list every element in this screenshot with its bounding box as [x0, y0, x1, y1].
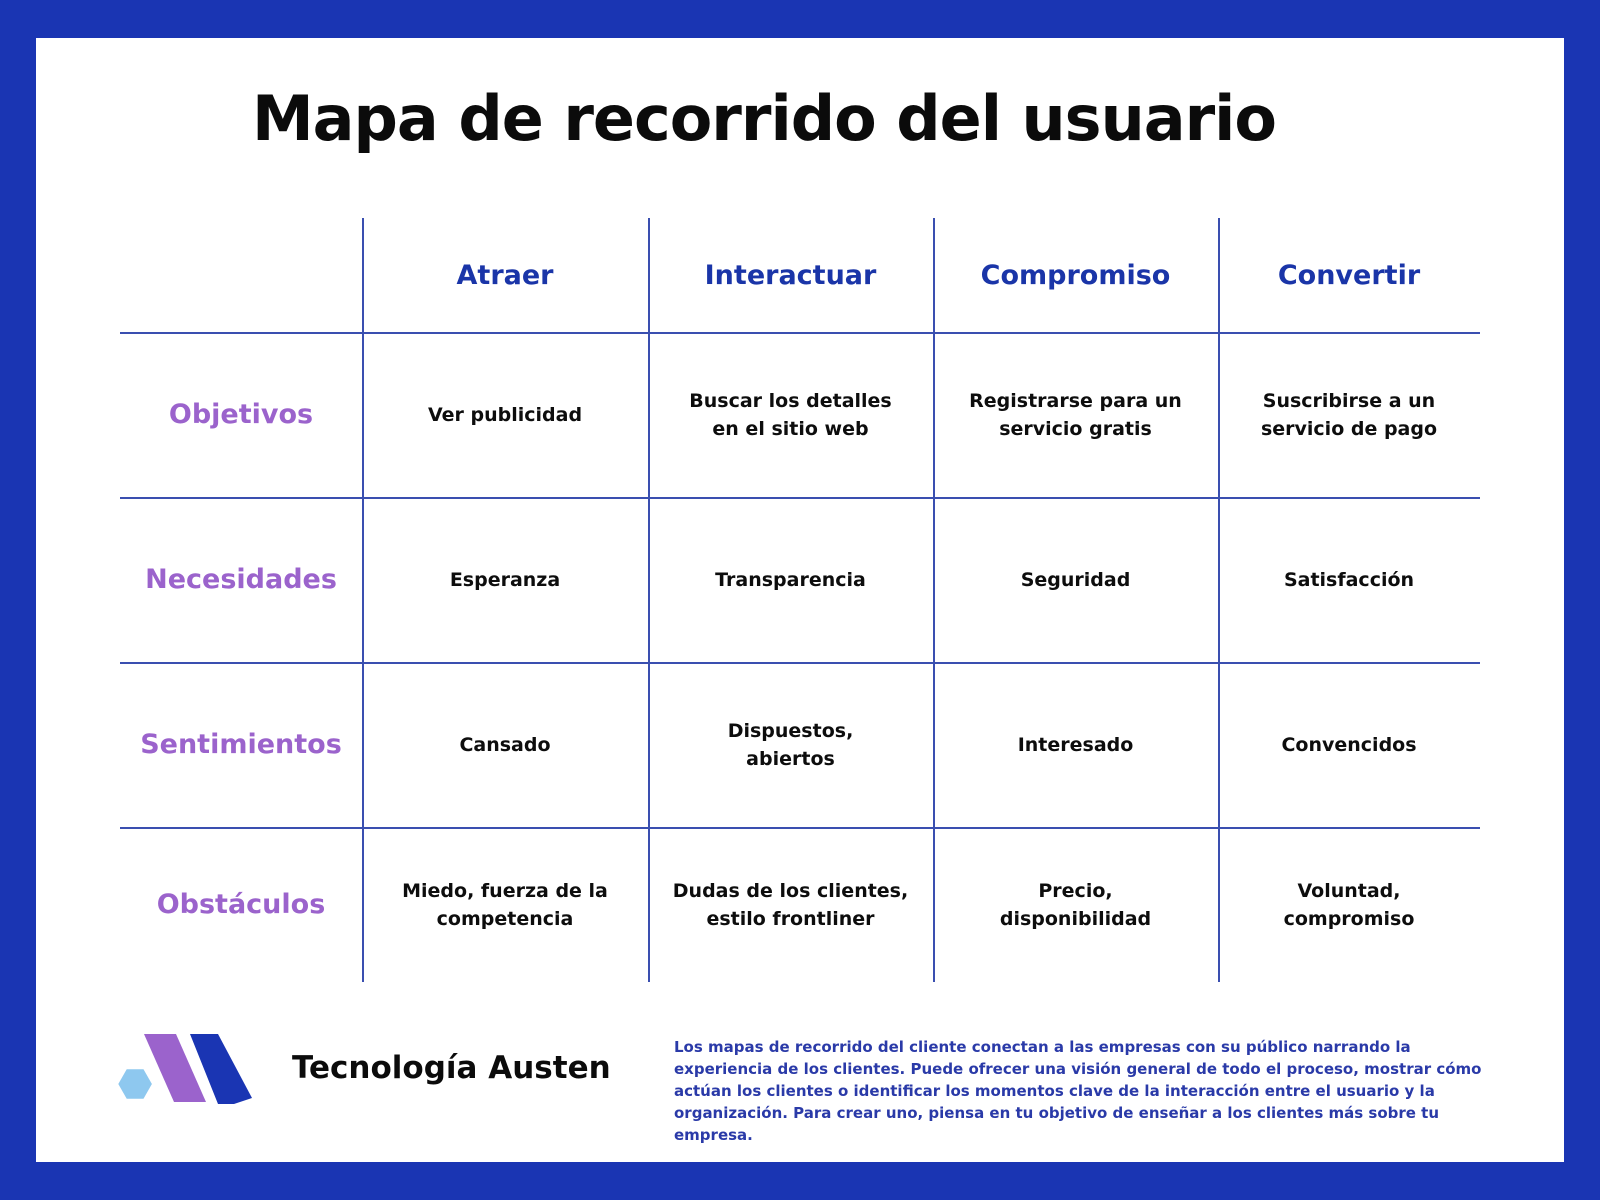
column-divider	[362, 218, 364, 982]
table-cell: Ver publicidad	[427, 403, 583, 426]
table-cell: Voluntad, compromiso	[1283, 879, 1415, 930]
table-cell: Esperanza	[449, 568, 561, 591]
hexagon-logo-icon	[118, 1032, 254, 1114]
table-cell: Buscar los detalles en el sitio web	[689, 389, 892, 440]
page-title: Mapa de recorrido del usuario	[251, 82, 1276, 155]
table-cell: Convencidos	[1281, 733, 1417, 756]
table-cell: Registrarse para un servicio gratis	[969, 389, 1182, 440]
row-heading: Necesidades	[145, 564, 337, 595]
row-heading: Obstáculos	[156, 889, 326, 920]
column-divider	[648, 218, 650, 982]
table-cell: Cansado	[459, 733, 551, 756]
footer-description: Los mapas de recorrido del cliente conectan a las empresas con su público narrando la experiencia de los clientes. Puede ofrecer una visión general de todo el proceso, mostrar cómo actúan los clientes o identificar los momentos clave de la interacción entre el usuario y la organización. Para crear uno, piensa en tu objetivo de enseñar a los clientes más sobre tu empresa.	[674, 1038, 1482, 1144]
row-divider	[120, 497, 1480, 499]
table-cell: Seguridad	[1020, 568, 1131, 591]
table-cell: Satisfacción	[1283, 568, 1415, 591]
column-divider	[933, 218, 935, 982]
row-divider	[120, 662, 1480, 664]
column-heading: Compromiso	[980, 259, 1171, 291]
row-heading: Objetivos	[168, 399, 314, 430]
column-heading: Atraer	[456, 259, 554, 291]
row-divider	[120, 827, 1480, 829]
row-heading: Sentimientos	[140, 729, 342, 760]
table-cell: Miedo, fuerza de la competencia	[402, 879, 608, 930]
column-heading: Interactuar	[704, 259, 877, 291]
column-divider	[1218, 218, 1220, 982]
table-cell: Transparencia	[715, 568, 866, 591]
column-heading: Convertir	[1277, 259, 1421, 291]
table-cell: Suscribirse a un servicio de pago	[1260, 389, 1438, 440]
row-divider	[120, 332, 1480, 334]
table-cell: Interesado	[1017, 733, 1134, 756]
table-cell: Dispuestos, abiertos	[727, 719, 854, 770]
table-cell: Precio, disponibilidad	[999, 879, 1152, 930]
brand-name: Tecnología Austen	[292, 1050, 611, 1086]
table-cell: Dudas de los clientes, estilo frontliner	[672, 879, 909, 930]
